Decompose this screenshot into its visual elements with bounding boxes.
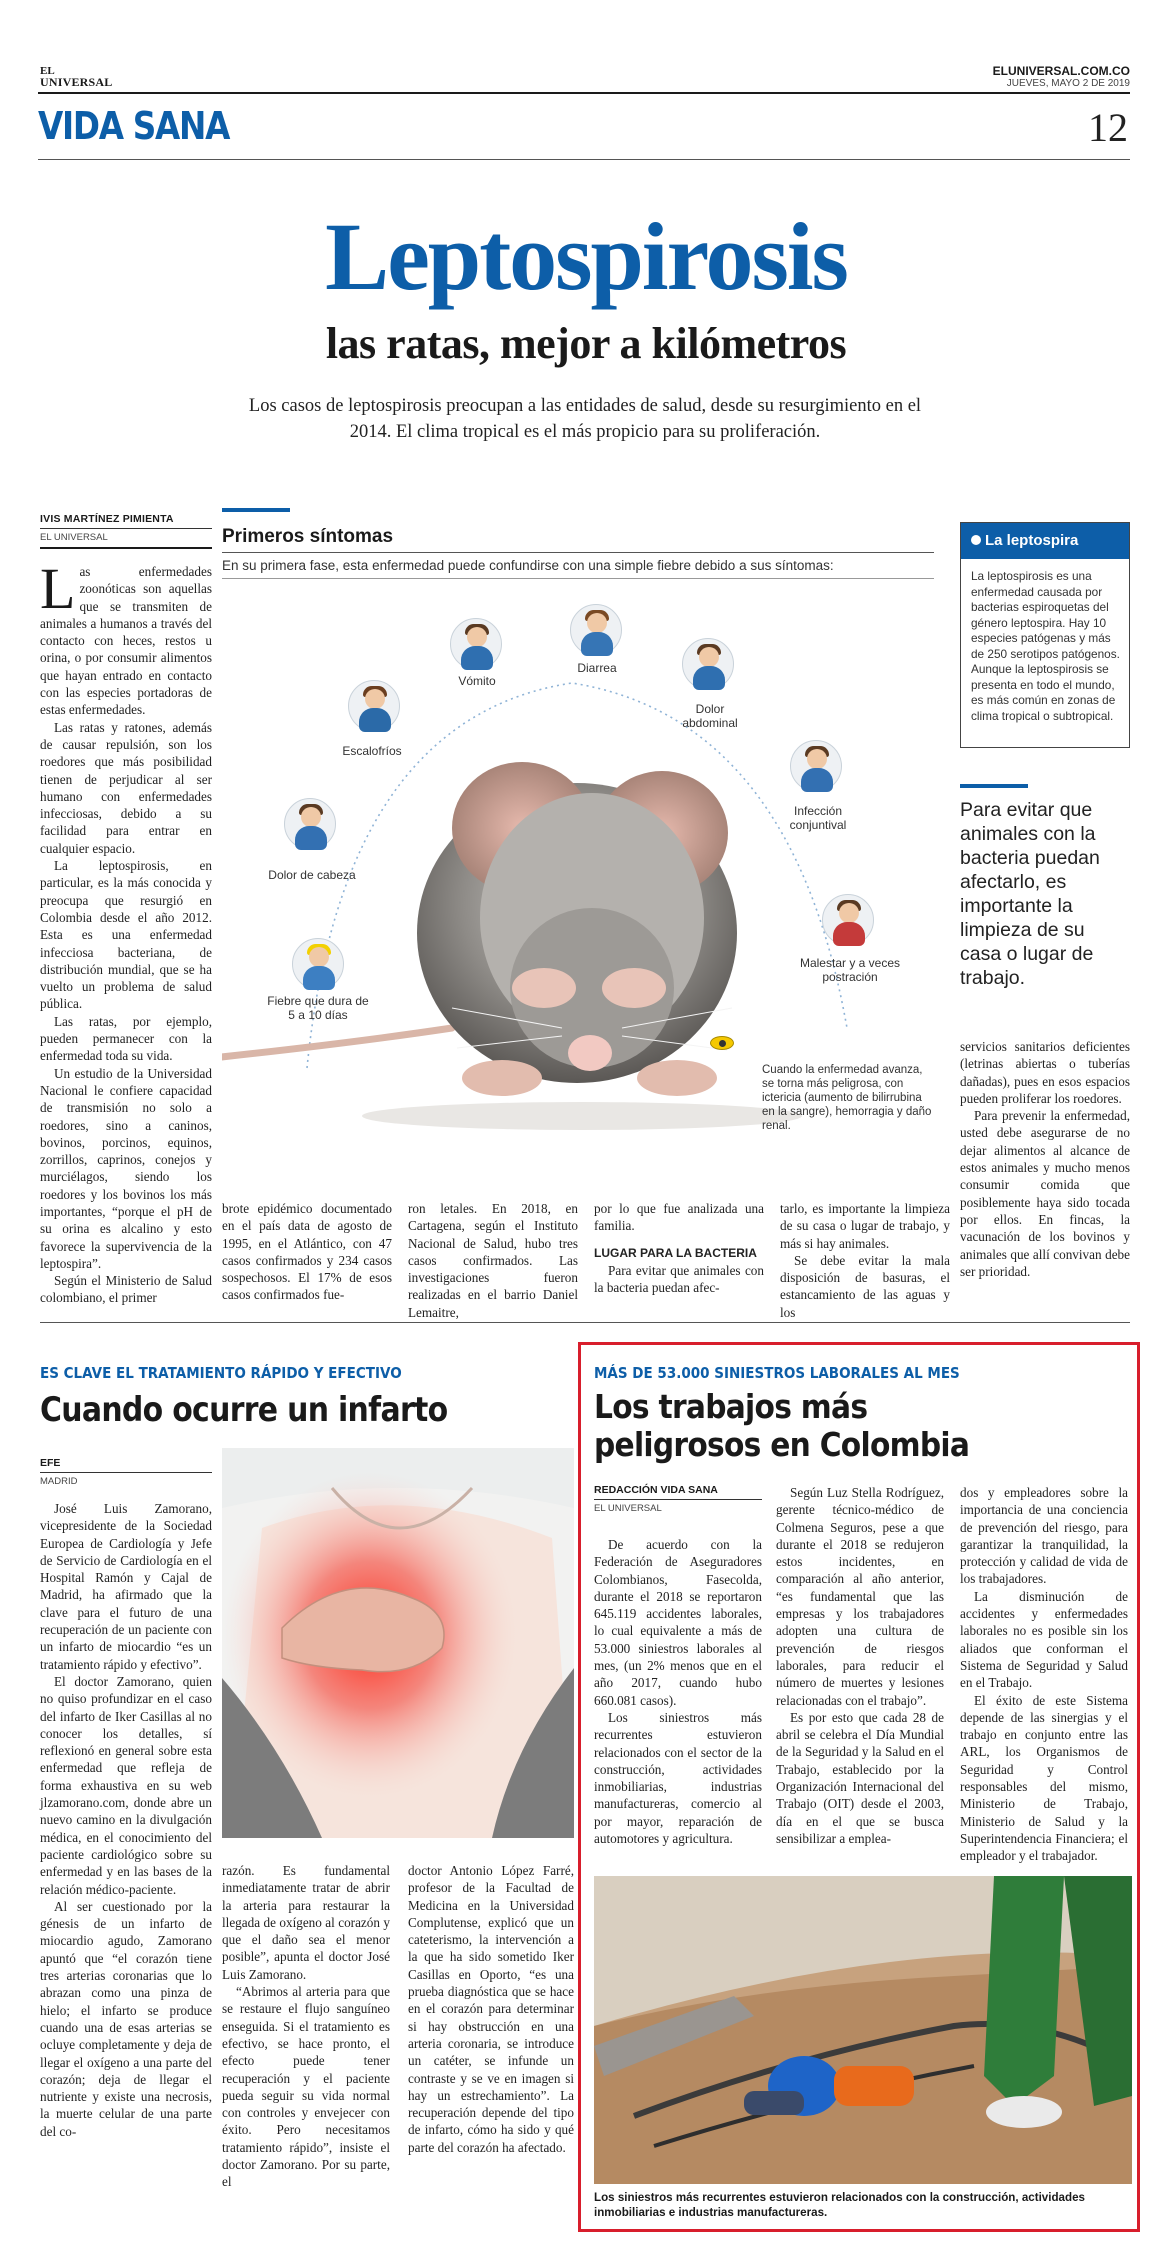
website: ELUNIVERSAL.COM.CO <box>992 64 1130 78</box>
main-col-1 <box>40 556 212 1307</box>
logo-bottom: UNIVERSAL <box>40 75 113 89</box>
col4-heading: LUGAR PARA LA BACTERIA <box>594 1245 757 1260</box>
infarto-col1-p2: El doctor Zamorano, quien no quiso profundizar en el caso del infarto de Iker Casillas al no conocer los detalles, sí reflexionó en general sobre esta enfermedad que refleja de forma exhaustiva en su web jlzamorano.com, donde abre un nuevo camino en la divulgación médica, en el conocimiento del paciente cardiológico sobre su enfermedad y en las bases de la relación médico-paciente. <box>40 1673 212 1897</box>
main-title: Leptospirosis <box>325 203 847 310</box>
byline-outlet: EL UNIVERSAL <box>40 532 108 543</box>
logo <box>40 66 112 88</box>
infographic <box>222 508 934 1168</box>
infographic-accent <box>222 508 290 512</box>
advanced-note: Cuando la enfermedad avanza, se torna más peligrosa, con ictericia (aumento de bilirrubina en la sangre), hemorragia y daño renal. <box>762 1064 932 1132</box>
issue-date: JUEVES, MAYO 2 DE 2019 <box>1006 78 1130 89</box>
trabajos-col-2 <box>776 1484 944 1847</box>
trabajos-col2-p1: Según Luz Stella Rodríguez, gerente técnico-médico de Colmena Seguros, pese a que durante el 2018 se redujeron estos incidentes, en comparación al año anterior, “es fundamental que las empresas y los trabajadores adopten una cultura de prevención de riesgos laborales, para reducir el número de muertes y lesiones relacionadas con el trabajo”. <box>776 1485 944 1708</box>
trabajos-col-1 <box>594 1536 762 1847</box>
main-col1-p3: La leptospirosis, en particular, es la más conocida y preocupa que resurgió en Colombia desde el año 2012. Esta es una enfermedad infecciosa bacteriana, de distribución mundial, que se ha vuelto un problema de salud pública. <box>40 858 212 1012</box>
trabajos-col2-p2: Es por esto que cada 28 de abril se celebra el Día Mundial de la Seguridad y la Salud en el Trabajo, establecido por la Organización Internacional del Trabajo (OIT) desde el 2003, día en el que se busca sensibilizar a emplea- <box>776 1709 944 1846</box>
infarto-title: Cuando ocurre un infarto <box>40 1390 448 1430</box>
infarto-col1-p3: Al ser cuestionado por la génesis de un infarto de miocardio agudo, Zamorano apuntó que “el corazón tiene tres arterias coronarias que lo abrazan como una pinza de hielo; el infarto se produce cuando una de esas arterias se ocluye completamente y deja de llegar el oxígeno a una parte del corazón; deja de llegar el nutriente y existe una necrosis, la muerte celular de una parte del co- <box>40 1898 212 2139</box>
infarto-col3-p1: doctor Antonio López Farré, profesor de la Facultad de Medicina en la Universidad Complutense, explicó que un cateterismo, la intervención a la que ha sido sometido Iker Casillas en Oporto, “es una prueba diagnóstica que se hace en el corazón para determinar si hay obstrucción en una arteria coronaria, se introduce un catéter, se infunde un contraste y se ve en imagen si hay un estrechamiento”. La recuperación depende del tipo de infarto, cómo ha sido y qué parte del corazón ha afectado. <box>408 1863 574 2155</box>
main-col6-p2: Para prevenir la enfermedad, usted debe asegurarse de no dejar alimentos al alcance de estos animales y mucho menos consumir comida que posiblemente haya sido tocada por ellos. En fincas, la vacunación de los bovinos y animales que allí convivan debe ser prioridad. <box>960 1108 1130 1279</box>
main-col5-p1: tarlo, es importante la limpieza de su casa o lugar de trabajo, y más si hay animales. <box>780 1201 950 1251</box>
headache-icon <box>284 798 336 850</box>
infographic-title: Primeros síntomas <box>222 526 394 547</box>
symptom-fever-label: Fiebre que dura de 5 a 10 días <box>267 994 369 1022</box>
infarto-kicker: ES CLAVE EL TRATAMIENTO RÁPIDO Y EFECTIVO <box>40 1364 402 1382</box>
eye-icon <box>710 1036 734 1050</box>
trabajos-title-line2: peligrosos en Colombia <box>594 1425 970 1464</box>
main-col3-p1: ron letales. En 2018, en Cartagena, según el Instituto Nacional de Salud, hubo tres casos confirmados. Las investigaciones fueron realizadas en el barrio Daniel Lemaitre, <box>408 1201 578 1320</box>
section-title: VIDA SANA <box>38 104 230 148</box>
thermometer-fever-icon <box>292 938 344 990</box>
trabajos-author: REDACCIÓN VIDA SANA <box>594 1484 718 1496</box>
trabajos-col1-p2: Los siniestros más recurrentes estuvieron relacionados con el sector de la construcción, actividades inmobiliarias, industrias manufactureras, comercio al por mayor, reparación de automotores y agricultura. <box>594 1709 762 1847</box>
infarto-author: EFE <box>40 1457 61 1469</box>
main-col1-p4: Las ratas, por ejemplo, pueden permanecer con la enfermedad toda su vida. <box>40 1013 212 1064</box>
drop-cap: L <box>40 556 76 621</box>
pull-quote-accent <box>960 784 1028 788</box>
trabajos-outlet: EL UNIVERSAL <box>594 1503 662 1514</box>
main-lede: Los casos de leptospirosis preocupan a las entidades de salud, desde su resurgimiento en el 2014. El clima tropical es el más propicio para su proliferación. <box>248 396 922 442</box>
symptom-conjunctivitis-label: Infección conjuntival <box>789 804 847 832</box>
leptospira-box <box>960 522 1130 748</box>
trabajos-col1-p1: De acuerdo con la Federación de Aseguradores Colombianos, Fasecolda, durante el 2018 se reportaron 645.119 accidentes laborales, lo cual equivalente a más de 53.000 siniestros laborales al mes, (un 2% menos que en el año 2017, cuando hubo 660.081 casos). <box>594 1537 762 1708</box>
main-col5-p2: Se debe evitar la mala disposición de basuras, el estancamiento de las aguas y los <box>780 1252 950 1320</box>
main-col6-p1: servicios sanitarios deficientes (letrinas abiertas o tuberías dañadas), pues en esos espacios pueden proliferar los roedores. <box>960 1039 1130 1106</box>
main-col1-p2: Las ratas y ratones, además de causar repulsión, son los roedores que más posibilidad tienen de perjudicar al ser humano con enfermedades infecciosas, debido a su facilidad para entrar en cualquier espacio. <box>40 719 212 856</box>
photo-caption: Los siniestros más recurrentes estuvieron relacionados con la construcción, actividades inmobiliarias e industrias manufactureras. <box>594 2191 1085 2219</box>
vomit-icon <box>450 618 502 670</box>
section-rule <box>38 159 1130 160</box>
main-col4-p1: por lo que fue analizada una familia. <box>594 1201 764 1234</box>
symptom-headache-label: Dolor de cabeza <box>268 868 356 882</box>
main-subtitle: las ratas, mejor a kilómetros <box>325 319 847 368</box>
chills-icon <box>348 680 400 732</box>
main-col-3 <box>408 1200 578 1321</box>
diarrhea-icon <box>570 604 622 656</box>
chest-pain-photo <box>222 1448 574 1838</box>
infarto-location: MADRID <box>40 1476 78 1487</box>
trabajos-title <box>594 1388 969 1464</box>
infarto-col-3 <box>408 1862 574 2156</box>
worker-accident-photo <box>594 1876 1132 2184</box>
section-divider <box>40 1322 1130 1323</box>
trabajos-col3-p3: El éxito de este Sistema depende de las sinergias y el trabajo en conjunto entre las ARL, los Organismos de Seguridad y Control responsables del mismo, Ministerio de Trabajo, Ministerio de Salud y la Superintendencia Financiera; el empleador y el trabajador. <box>960 1692 1128 1864</box>
trabajos-byline <box>594 1484 762 1514</box>
leptospira-title: La leptospira <box>985 532 1079 549</box>
page-number: 12 <box>1088 105 1128 150</box>
infarto-col2-p2: “Abrimos al arteria para que se restaure el flujo sanguíneo enseguida. Si el tratamiento es efectivo, se hace pronto, el efecto puede tener recuperación y el paciente pueda seguir su vida normal con controles y envejecer con éxito. Pero necesitamos tratamiento rápido”, insiste el doctor Zamorano. Por su parte, el <box>222 1984 390 2190</box>
trabajos-col3-p1: dos y empleadores sobre la importancia de una conciencia de prevención del riesgo, para garantizar la tranquilidad, la protección y calidad de vida de los trabajadores. <box>960 1485 1128 1587</box>
infarto-byline <box>40 1457 212 1487</box>
masthead-rule <box>38 92 1130 94</box>
symptom-vomit-label: Vómito <box>458 674 496 688</box>
abdominal-pain-icon <box>682 638 734 690</box>
symptom-diarrhea-label: Diarrea <box>577 661 617 675</box>
eye-infection-icon <box>790 740 842 792</box>
trabajos-kicker: MÁS DE 53.000 SINIESTROS LABORALES AL MES <box>594 1364 960 1382</box>
pull-quote: Para evitar que animales con la bacteria puedan afectarlo, es importante la limpieza de su casa o lugar de trabajo. <box>960 799 1100 989</box>
byline-author: IVIS MARTÍNEZ PIMIENTA <box>40 513 174 525</box>
trabajos-col-3 <box>960 1484 1128 1865</box>
masthead <box>38 60 1130 160</box>
leptospira-text: La leptospirosis es una enfermedad causada por bacterias espiroquetas del género leptospira. Hay 10 especies patógenas y más de 250 serotipos patógenos. Aunque la leptospirosis se presenta en todo el mundo, es más común en zonas de clima tropical o subtropical. <box>971 569 1120 723</box>
symptom-abdominal-label: Dolor abdominal <box>682 702 738 730</box>
infarto-col-2 <box>222 1862 390 2191</box>
infographic-subtitle: En su primera fase, esta enfermedad puede confundirse con una simple fiebre debido a sus síntomas: <box>222 558 834 573</box>
trabajos-title-line1: Los trabajos más <box>594 1387 868 1426</box>
byline <box>40 513 212 549</box>
main-col-2 <box>222 1200 392 1304</box>
malaise-icon <box>822 894 874 946</box>
dot-icon <box>971 535 981 545</box>
main-col4-p2: Para evitar que animales con la bacteria puedan afec- <box>594 1262 764 1296</box>
main-col2-p1: brote epidémico documentado en el país data de agosto de 1995, en el Atlántico, con 47 casos confirmados y 234 casos sospechosos. El 17% de esos casos confirmados fue- <box>222 1201 392 1303</box>
main-col-6 <box>960 1038 1130 1280</box>
symptom-malaise-label: Malestar y a veces postración <box>799 956 901 984</box>
symptom-chills-label: Escalofríos <box>342 744 402 758</box>
infarto-col2-p1: razón. Es fundamental inmediatamente tratar de abrir la arteria para restaurar la llegada de oxígeno al corazón y que el daño sea el menor posible”, apunta el doctor José Luis Zamorano. <box>222 1863 390 1982</box>
logo-top: EL <box>40 65 55 77</box>
main-col-5 <box>780 1200 950 1321</box>
main-col-4 <box>594 1200 764 1296</box>
main-col1-p6: Según el Ministerio de Salud colombiano, el primer <box>40 1273 212 1306</box>
infarto-col-1 <box>40 1500 212 2140</box>
main-col1-p5: Un estudio de la Universidad Nacional le confiere capacidad de transmisión no solo a roedores, sino a caninos, bovinos, porcinos, equinos, zorrillos, caprinos, conejos y murciélagos, siendo los roedores y los bovinos los más importantes, “porque el pH de su orina es alcalino y esto favorece la supervivencia de la leptospira”. <box>40 1065 212 1271</box>
infarto-col1-p1: José Luis Zamorano, vicepresidente de la Sociedad Europea de Cardiología y Jefe de Servicio de Cardiología en el Hospital Ramón y Cajal de Madrid, ha afirmado que la clave para el futuro de una recuperación de un paciente con un infarto de miocardio “es un tratamiento rápido y efectivo”. <box>40 1501 212 1672</box>
main-col1-p1: as enfermedades zoonóticas son aquellas que se transmiten de animales a humanos a través del contacto con heces, restos u orina, o por consumir alimentos que hayan entrado en contacto con las especies portadoras de estas enfermedades. <box>40 564 212 718</box>
trabajos-col3-p2: La disminución de accidentes y enfermedades laborales no es posible sin los aliados que conforman el Sistema de Seguridad y Salud en el Trabajo. <box>960 1588 1128 1691</box>
